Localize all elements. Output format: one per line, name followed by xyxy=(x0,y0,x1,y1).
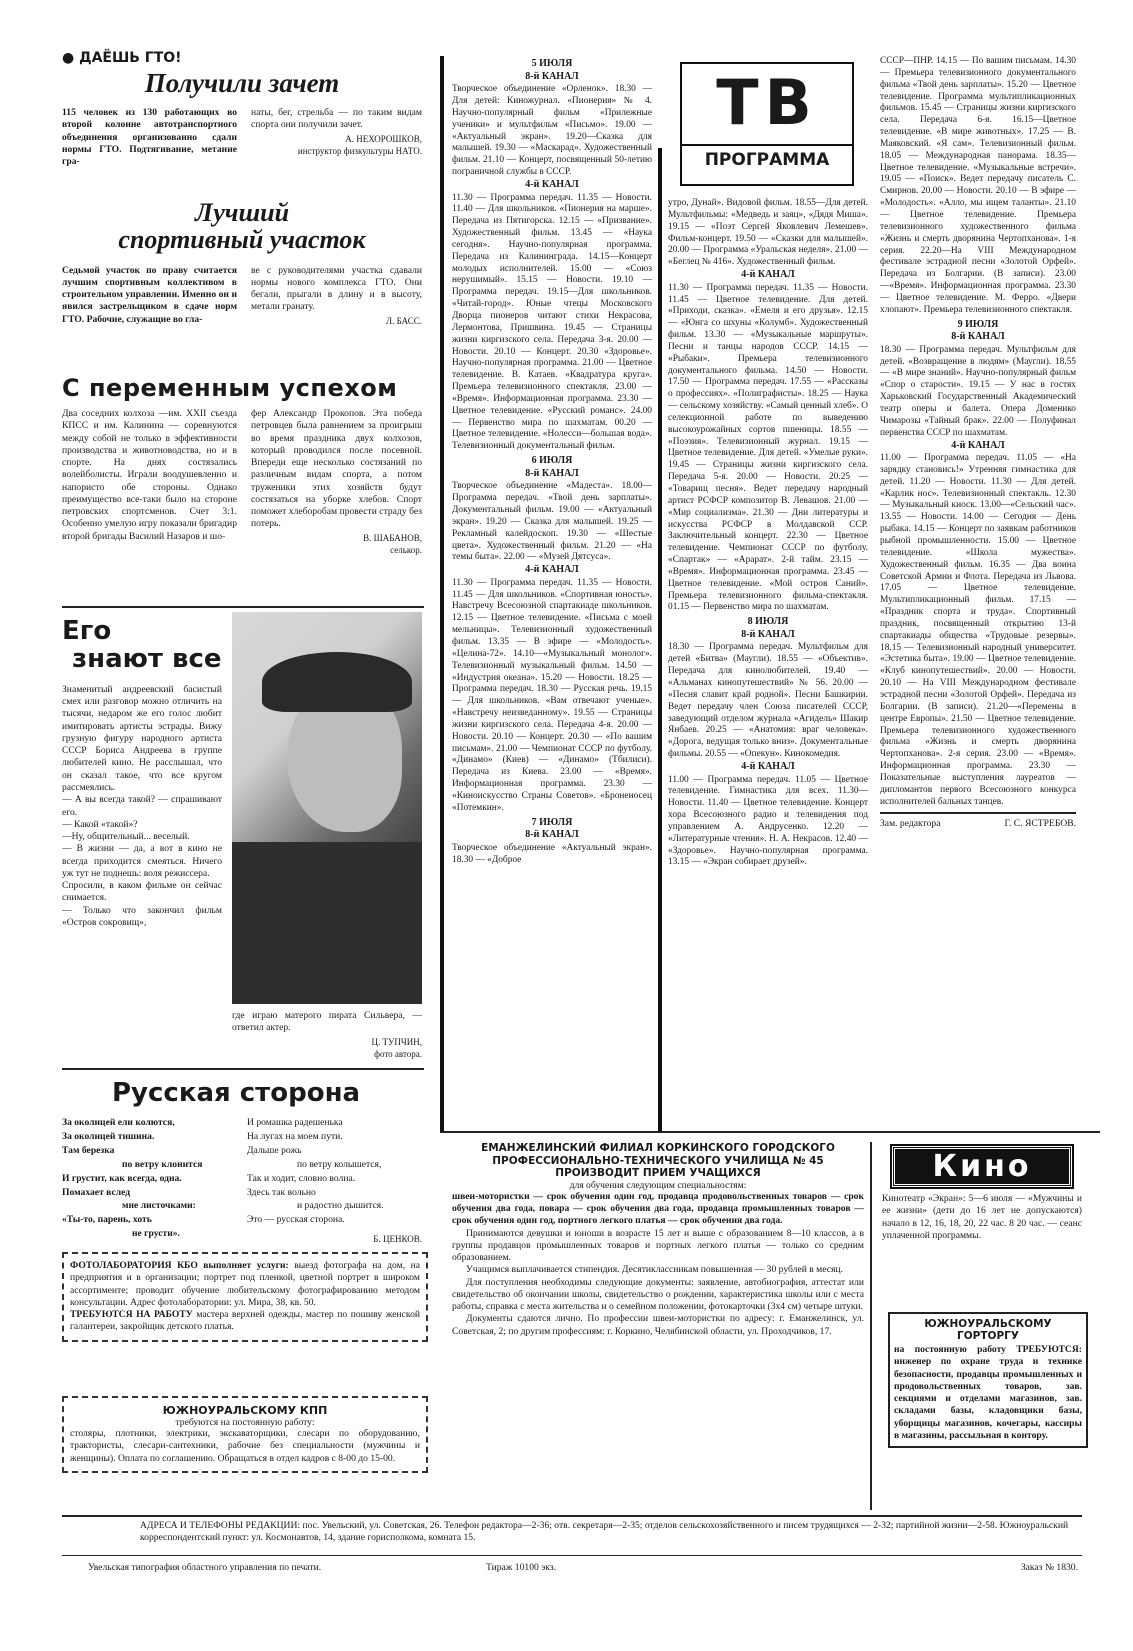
known-dialog-2: — Какой «такой»? xyxy=(62,818,138,830)
tv-listing: 18.30 — Программа передач. Мультфильм для детей. «Возвращение в людям» (Маугли). 18.55 — «В мире знаний». Научно-популярный фильм «Спор о старости». 19.15 — У нас в гостях Харьковский Государственный Академический театр оперы и балета. Опера Доменико Чимарозы «Тайный брак». 22.00 — Полуфинал первенства СССР по шахматам. xyxy=(880,344,1076,438)
tv-day: 8 ИЮЛЯ xyxy=(747,616,789,628)
known-body: Знаменитый андреевский басистый смех или разговор можно отличить на тысячи, недаром же его голос любит имитировать артисты эстрады. Вижу грузную фигуру народного артиста СССР Бориса Андреева в группе любителей кино. Не расслышал, что он сказал такое, что все кругом рассмеялись. xyxy=(62,683,222,794)
editor-line xyxy=(880,818,1076,830)
photo-lab-body: выезд фотографа на дом, на предприятия и в организации; портрет под пленкой, цветной портрет в широком ассортименте; проводит обучение любительскому фотографированию методом консультации. Адрес фотолаборатории: ул. Мира, 38, кв. 50. xyxy=(70,1260,421,1308)
known-dialog-6: — Только что закончил фильм «Остров сокровищ», xyxy=(62,904,222,928)
sport-body-right: ве с руководителями участка сдавали нормы нового комплекса ГТО. Они бегали, прыгали в длину и в высоту, метали гранату. xyxy=(251,264,422,313)
success-body-left: Два соседних колхоза —им. XXII съезда КПСС и им. Калинина — соревнуются между собой не только в эффективности производства и животноводства, но и в спорте. На днях состязались волейболисты. Играли воодушевленно и напористо обе стороны. Однако преимущество все-таки было на стороне петровских спортсменов. Счет 3:1. Особенно умелую игру показали бригадир второй бригады Василий Назаров и шо- xyxy=(62,408,237,542)
tv-day-block xyxy=(880,56,1076,317)
success-author-role: селькор. xyxy=(390,544,422,555)
tv-listing: 11.30 — Программа передач. 11.35 — Новости. 11.40 — Для школьников. «Пионерия на марше». Передача из Пятигорска. 12.15 — «Призвание». Художественный фильм. 13.45 — «Наука сегодня». Научно-популярная программа. Передача из Калининграда. 14.15—Концерт молодых исполнителей. 15.00 — «Союз нерушимый». 15.15 — Новости. 19.10 —Программа передач. 19.15—Для школьников. «Читай-город». Юные чтецы Московского Дворца пионеров читают стихи Некрасова, Лермонтова, Пришвина. 19.45 — Страницы жизни киргизского села. Передача 3-я. 20.00 — Новости. 20.10 — Концерт. 20.30 «Здоровье». Научно-популярная программа. 21.00 — Цветное телевидение. В. Катаев. «Квадратура круга». Премьера телевизионного спектакля. 23.00 — «Время». Информационная программа. 23.30 — Цветное телевидение. «Русский романс». 24.00 — Первенство мира по шахматам. 00.20 — Цветное телевидение. «Нолесси—большая вода». Телевизионный документальный фильм. xyxy=(452,192,652,452)
tv-channel: 4-й КАНАЛ xyxy=(951,439,1005,451)
tv-day-block xyxy=(668,616,868,761)
poem-right-stanza xyxy=(247,1116,422,1246)
coat-shape xyxy=(232,842,422,1004)
sport-author: Л. БАСС. xyxy=(386,315,422,326)
printer: Увельская типография областного управления по печати. xyxy=(88,1562,322,1573)
poem-line: За околицей тишина. xyxy=(62,1130,155,1142)
divider xyxy=(62,606,424,608)
tv-day-block xyxy=(880,319,1076,440)
poem-line: Это — русская сторона. xyxy=(247,1214,345,1226)
tv-listing: СССР—ПНР. 14.15 — По вашим письмам. 14.30 — Премьера телевизионного документального фильма «Твой день зарплаты». 15.20 — Цветное телевидение. Программа мультипликационных фильмов. 15.45 — Страницы жизни киргизского села. Передача 6-я. 16.15—Цветное телевидение. «В мире животных». 17.25 — В. Маяковский. «Я сам». Телевизионный фильм. 18.05 — Международная панорама. 18.35—Цветное телевидение. «Музыкальные встречи». 19.05 — «Поиск». Ведет передачу писатель С. Смирнов. 20.00 — Новости. 20.10 — В эфире — «Молодость». «Алло, мы ищем таланты». 21.10 — Цветное телевидение. Премьера телевизионного художественного фильма «Жизнь и смерть дворянина Чертопханова». 1-я серия. 22.20—На VIII Международном фестивале эстрадной песни «Золотой Орфей». Передача из Болгарии. (В записи). 23.00—«Время». Информационная программа. 23.30 — Цветное телевидение. М. Ферро. «Двери хлопают». Премьера телевизионного спектакля. xyxy=(880,56,1076,315)
torg-ad xyxy=(888,1312,1088,1448)
tv-channel: 8-й КАНАЛ xyxy=(525,70,579,82)
school-stipend: Учащимся выплачивается стипендия. Десятиклассникам повышенная — 30 рублей в месяц. xyxy=(466,1264,843,1276)
editor-label: Зам. редактора xyxy=(880,818,941,830)
tv-border-left xyxy=(440,56,444,1131)
tv-day-block xyxy=(452,817,652,867)
kpp-ad xyxy=(62,1396,428,1473)
school-address: Документы сдаются лично. По профессии швеи-мотористки по адресу: г. Еманжелинск, ул. Советская, 2; по другим профессиям: г. Коркино, Челябинской области, ул. Проходчиков, 17. xyxy=(452,1313,864,1337)
tv-channel: 4-й КАНАЛ xyxy=(741,760,795,772)
poem-left-stanza xyxy=(62,1116,237,1246)
photo-lab-head: ФОТОЛАБОРАТОРИЯ КБО выполняет услуги: xyxy=(70,1260,289,1271)
poem-line: И ромашка радешенька xyxy=(247,1117,343,1128)
sport-article xyxy=(62,200,422,326)
poem-line: Дальше рожь xyxy=(247,1144,302,1156)
tv-day: 6 ИЮЛЯ xyxy=(531,455,573,467)
tv-listing: 18.30 — Программа передач. Мультфильм для детей «Битва» (Маугли). 18.55 — «Объектив». Передача для кинолюбителей. 19.40 — «Альманах кинопутешествий» № 56. 20.00 — «Песня славит край родной». Песни Башкирии. Ведет передачу член Союза писателей СССР, заведующий отделом журнала «Агидель» Шакир Янбаев. 20.25 — «Анатомия: враг человека». «Дорога, ведущая только вниз». Документальные фильмы. 20.55 — «Опекун». Кинокомедия. xyxy=(668,642,868,760)
tv-day-block xyxy=(668,269,868,614)
poem-line: по ветру колышется, xyxy=(297,1158,382,1170)
sport-title-1: Лучший xyxy=(194,198,290,227)
tv-day-block xyxy=(452,455,652,564)
poem-line: и радостно дышится. xyxy=(297,1200,384,1212)
tv-listing: Творческое объединение «Актуальный экран». 18.30 — «Доброе xyxy=(452,842,652,865)
tv-day-block xyxy=(452,58,652,179)
tv-listing: утро, Дунай». Видовой фильм. 18.55—Для детей. Мультфильмы: «Медведь и заяц», «Дядя Миша». 19.15 — «Поэт Сергей Яковлевич Лемешев». Фильм-концерт. 19.50 — «Сказки для малышей». 20.00 — Программа «Уральская неделя». 21.00 — «Беглец № 416». Художественный фильм. xyxy=(668,198,868,268)
known-author: Ц. ТУПЧИН, xyxy=(371,1036,422,1047)
poem-line: не грусти». xyxy=(132,1228,180,1240)
divider xyxy=(870,1142,872,1510)
gto-title: Получили зачет xyxy=(144,68,340,98)
tv-column-1 xyxy=(452,56,652,867)
poem-line: За околицей ели колются, xyxy=(62,1117,175,1128)
tv-listing: Творческое объединение «Мадеста». 18.00—Программа передач. «Твой день зарплаты». Документальный фильм. 19.00 — «Актуальный экран». 19.20 — Сказка для малышей. 19.25 — Рекламный калейдоскоп. 19.30 — «Шестые цвета». Художественный фильм. 21.20 — «На темы быта». 22.00 — «Музей Дятсуса». xyxy=(452,481,652,563)
school-documents: Для поступления необходимы следующие документы: заявление, автобиография, аттестат или свидетельство об окончании школы, свидетельство о рождении, характеристика школы или с места работы, справка с места жительства и о семейном положении, фотокарточки (3х4 см) четыре штуки. xyxy=(452,1276,864,1313)
poem-line: И грустит, как всегда, одна. xyxy=(62,1172,182,1184)
success-author: В. ШАБАНОВ, xyxy=(363,532,422,543)
sport-title-2: спортивный участок xyxy=(118,225,366,254)
tv-listing: 11.00 — Программа передач. 11.05 — Цветное телевидение. Гимнастика для всех. 11.30—Новости. 11.40 — Цветное телевидение. Концерт хора Всесоюзного радио и телевидения под управлением А. Андрусенко. 12.20 — «Литературные чтения». Н. А. Некрасов. 12.40 — «Здоровье». Научно-популярная программа. 13.15 — «Экран собирает друзей». xyxy=(668,774,868,868)
tv-letters: ТВ xyxy=(716,66,818,139)
actor-photo xyxy=(232,612,422,1004)
poem-line: по ветру клонится xyxy=(122,1158,203,1170)
known-dialog-3: —Ну, общительный... веселый. xyxy=(62,831,190,843)
tv-channel: 8-й КАНАЛ xyxy=(525,829,579,841)
school-head-3: ПРОИЗВОДИТ ПРИЕМ УЧАЩИХСЯ xyxy=(555,1167,761,1180)
tv-label: ПРОГРАММА xyxy=(682,144,852,170)
school-sub: для обучения следующим специальностям: xyxy=(569,1179,747,1191)
success-body-right: фер Александр Прокопов. Эта победа петровцев была равнением за проигрыш во время праздника двух колхозов, который проводился после посевной. Впереди еще несколько состязаний по различным видам спорта, а потом труженики этих хозяйств будут состязаться на уборке хлебов. Спорт поможет хлеборобам провести страду без потерь. xyxy=(251,408,422,530)
photo-caption: где играю матерого пирата Сильвера, — ответил актер. xyxy=(232,1010,422,1034)
tv-day-block xyxy=(668,761,868,869)
cap-shape xyxy=(262,652,412,712)
tv-listing: 11.00 — Программа передач. 11.05 — «На зарядку становись!» Утренняя гимнастика для детей. 11.20 — Новости. 11.30 — Для детей. «Карлик нос». Телевизионный спектакль. 12.30 — Музыкальный киоск. 13.00—«Сельский час». 13.55 — Новости. 14.00 — Сегодня — День рыбака. 14.15 — Концерт по заявкам работников рыбной промышленности. 15.00 — Цветное телевидение. «Школа мужества». Художественный фильм. 16.35 — Два воина Советской Армии и Флота. Передача из Львова. 17.05 — Цветное телевидение. Мультипликационный фильм. 17.15 — «Праздник спорта и труда». Спортивный праздник, посвященный открытию 13-й спартакиады общества «Трудовые резервы». 18.15 — Телевизионный народный университет. «Эстетика быта». 19.00 — Цветное телевидение. «Клуб кинопутешествий». 20.00 — Новости. 20.10 — На VIII Международном фестивале эстрадной песни «Золотой Орфей». Передача из Болгарии. (В записи). 21.20—«Перемены в центре Европы». 21.50 — Цветное телевидение. Премьера телевизионного художественного фильма «Жизнь и смерть дворянина Чертопханова». 2-я серия. 23.00 — «Время». Информационная программа. 23.30 — Показательные выступления лауреатов — дипломантов первого Всесоюзного конкурса исполнителей бальных танцев. xyxy=(880,453,1076,807)
gto-body-right: наты, бег, стрельба — по таким видам спорта они получили зачет. xyxy=(251,107,422,131)
known-title-2: знают все xyxy=(72,644,222,675)
footer-address: АДРЕСА И ТЕЛЕФОНЫ РЕДАКЦИИ: пос. Увельский, ул. Советская, 26. Телефон редактора—2-36; отв. секретаря—2-35; отделов сельскохозяйственного и писем трудящихся — 2-32; партийной жизни—2-58. Южноуральский корреспондентский пункт: ул. Космонавтов, 14, здание горисполкома, комната 15. xyxy=(140,1520,1069,1544)
tv-listing: 11.30 — Программа передач. 11.35 — Новости. 11.45 — Для школьников. «Спортивная юность». Навстречу Всесоюзной спартакиаде школьников. 12.15 — Цветное телевидение. «Письма с моей мельницы». Телевизионный художественный фильм. 13.35 — В эфире — «Молодость». «Целина-72». 14.10—«Музыкальный монолог». Телевизионный музыкальный фильм. 14.50 — «Индустрия океана». 15.20 — Новости. 18.25 — Программа передач. 18.30 — Русская речь. 19.15 — Для школьников. «Вам отвечают ученые». «Навстречу неизведанному». 19.55 — Страницы жизни киргизского села. Передача 4-я. 20.00 — Новости. 20.10 — Концерт. 20.30 — «По вашим письмам». 21.00 — Чемпионат СССР по футболу. «Динамо» (Киев) — «Динамо» (Тбилиси). Передача из Киева. 23.00 — «Время». Информационная программа. 23.30 — «Киноискусство Страны Советов». «Броненосец «Потемкин». xyxy=(452,577,652,813)
gto-body-left: 115 человек из 130 работающих во второй колонне автотранспортного объединения организованно сдали нормы ГТО. Подтягивание, метание гра- xyxy=(62,107,237,168)
gto-article xyxy=(62,50,422,168)
tv-day-block xyxy=(668,198,868,269)
tv-column-2 xyxy=(668,198,868,869)
poem-author: Б. ЦЕНКОВ. xyxy=(373,1234,422,1245)
divider xyxy=(62,1068,424,1070)
known-dialog-4: — В жизни — да, а вот в кино не всегда приходится смеяться. Ничего уж тут не поднешь: воля режиссера. xyxy=(62,843,222,879)
jobs-head: ТРЕБУЮТСЯ НА РАБОТУ xyxy=(70,1309,193,1321)
poem xyxy=(62,1078,422,1246)
gto-author-role: инструктор физкультуры НАТО. xyxy=(297,145,422,156)
known-dialog-1: — А вы всегда такой? — спрашивают его. xyxy=(62,794,222,818)
divider xyxy=(880,812,1076,814)
success-title: С переменным успехом xyxy=(62,374,398,402)
known-author-role: фото автора. xyxy=(374,1048,422,1059)
tv-listing: 11.30 — Программа передач. 11.35 — Новости. 11.45 — Цветное телевидение. Для детей. «Приходи, сказка». «Емеля и его друзья». 12.15 — «Юнга со шхуны «Колумб». Художественный фильм. 13.30 — «Музыкальные маршруты». Песни и танцы народов СССР. 14.15 — «Рыбаки». Премьера телевизионного документального фильма. 14.50 — Новости. 17.50 — Программа передач. 17.55 — «Рассказы о профессиях». «Полиграфисты». 18.25 — Наука — сельскому хозяйству. «Самый ценный хлеб». О селекционной работе по выведению высокоурожайных сортов пшеницы. 18.55 — «Поэзия». Телевизионный журнал. 19.15 — Цветное телевидение. Для детей. «Умелые руки». 19.45 — Страницы жизни киргизского села. Передача 5-я. 20.00 — Новости. 20.25 — «Товарищ песня». Ведет передачу народный артист РСФСР композитор В. Левашов. 21.00 — «Мир социализма». 21.30 — Дни литературы и искусства РСФСР в Молдавской ССР. Заключительный концерт. 22.30 — Цветное телевидение. Чемпионат СССР по футболу. «Спартак» — «Арарат». 2-й тайм. 23.15 — «Время». Информационная программа. 23.45 — Цветное телевидение. «Мой остров Саний». Премьера телевизионного фильма-спектакля. 01.15 — Первенство мира по шахматам. xyxy=(668,282,868,613)
photo-lab-ad xyxy=(62,1252,428,1342)
kino-logo: Кино xyxy=(892,1146,1072,1187)
poem-line: Так и ходит, словно волна. xyxy=(247,1172,356,1184)
tirage: Тираж 10100 экз. xyxy=(485,1562,557,1573)
tv-channel: 8-й КАНАЛ xyxy=(525,467,579,479)
known-dialog-5: Спросили, в каком фильме он сейчас снимается. xyxy=(62,880,222,904)
tv-day-block xyxy=(452,179,652,453)
poem-title: Русская сторона xyxy=(112,1078,361,1108)
known-title-1: Его xyxy=(62,616,112,646)
school-ad xyxy=(452,1142,864,1338)
tv-channel: 8-й КАНАЛ xyxy=(951,331,1005,343)
footer-divider xyxy=(62,1515,1082,1517)
footer-divider xyxy=(62,1555,1082,1556)
known-article xyxy=(62,618,222,929)
poem-line: Там березка xyxy=(62,1144,115,1156)
imprint xyxy=(88,1562,1078,1573)
poem-line: «Ты-то, парень, хоть xyxy=(62,1214,152,1226)
poem-line: На лугах на моем пути. xyxy=(247,1130,343,1142)
school-head-2: ПРОФЕССИОНАЛЬНО-ТЕХНИЧЕСКОГО УЧИЛИЩА № 45 xyxy=(492,1154,824,1167)
torg-head-1: ЮЖНОУРАЛЬСКОМУ xyxy=(924,1318,1052,1330)
kino-text: Кинотеатр «Экран»: 5—6 июля — «Мужчины и ее жизни» (дети до 16 лет не допускаются) начало в 12, 16, 18, 20, 22 час. 8 20 час. — сеанс уплаченной программы. xyxy=(882,1193,1082,1241)
jobs-body: мастера верхней одежды, мастер по пошиву женской галантереи, закройщик детского платья. xyxy=(70,1309,420,1333)
tv-day-block xyxy=(880,440,1076,809)
kpp-head: ЮЖНОУРАЛЬСКОМУ КПП xyxy=(162,1404,328,1417)
tv-column-3 xyxy=(880,56,1076,830)
kpp-sub: требуются на постоянную работу: xyxy=(175,1417,315,1428)
torg-head-2: ГОРТОРГУ xyxy=(957,1330,1019,1342)
poem-line: Помахает вслед xyxy=(62,1186,131,1198)
tv-channel: 8-й КАНАЛ xyxy=(741,628,795,640)
editor-name: Г. С. ЯСТРЕБОВ. xyxy=(1004,818,1076,830)
tv-channel: 4-й КАНАЛ xyxy=(741,269,795,281)
tv-border-mid xyxy=(658,148,662,1131)
tv-channel: 4-й КАНАЛ xyxy=(525,564,579,576)
poem-line: Здесь так вольно xyxy=(247,1186,316,1198)
tv-logo xyxy=(680,62,854,186)
tv-day: 9 ИЮЛЯ xyxy=(957,318,999,330)
gto-author: А. НЕХОРОШКОВ, xyxy=(345,133,422,144)
kpp-body: столяры, плотники, электрики, экскаваторщики, слесари по оборудованию, трактористы, слесари-сантехники, рабочие без специальности (мужчины и женщины). Оплата по соглашению. Обращаться в отдел кадров с 8-00 до 15-00. xyxy=(70,1428,420,1464)
tv-listing: Творческое объединение «Орленок». 18.30 — Для детей: Киножурнал. «Пионерия» № 4. Научно-популярный фильм «Прилежные ученики» и мультфильм «Письмо». 19.00 — «Актуальный экран». 19.20—Сказка для малышей. 19.30 — «Маскарад». Художественный фильм. 21.10 — Концерт, посвященный 50-летию пограничной службы в СССР. xyxy=(452,84,652,178)
school-requirements: Принимаются девушки и юноши в возрасте 15 лет и выше с образованием 8—10 классов, а в группы продавцов промышленных товаров и портных легкого платья — только со средним образованием. xyxy=(452,1227,864,1264)
kino-ad xyxy=(882,1142,1082,1242)
tv-day: 5 ИЮЛЯ xyxy=(531,58,573,69)
school-specialties: швеи-мотористки — срок обучения один год, продавца продовольственных товаров — срок обучения два года, повара — срок обучения два года, продавца промышленных товаров — срок обучения один год, портного легкого платья — срок обучения два года. xyxy=(452,1190,864,1227)
order-number: Заказ № 1830. xyxy=(1020,1562,1078,1573)
success-article xyxy=(62,374,422,555)
gto-kicker: ● ДАЁШЬ ГТО! xyxy=(62,50,182,66)
torg-body: на постоянную работу ТРЕБУЮТСЯ: инженер по охране труда и технике безопасности, продавцы промышленных и продовольственных товаров, зав. секциями и отделами магазинов, зав. складами базы, кладовщики базы, уборщицы магазинов, кочегары, кассиры в магазины, рассыльная в контору. xyxy=(894,1344,1082,1441)
tv-day-block xyxy=(452,564,652,814)
photo-caption-block xyxy=(232,1010,422,1059)
school-head-1: ЕМАНЖЕЛИНСКИЙ ФИЛИАЛ КОРКИНСКОГО ГОРОДСКОГО xyxy=(481,1142,835,1154)
divider xyxy=(440,1131,1100,1133)
bullet-icon: ● xyxy=(62,50,75,66)
poem-line: мне листочками: xyxy=(122,1200,196,1212)
tv-day: 7 ИЮЛЯ xyxy=(531,816,573,828)
tv-channel: 4-й КАНАЛ xyxy=(525,178,579,190)
sport-body-left: Седьмой участок по праву считается лучшим спортивным коллективом в строительном управлении. Именно он и явился застрельщиком в сдаче норм ГТО. Рабочие, служащие во гла- xyxy=(62,264,237,325)
